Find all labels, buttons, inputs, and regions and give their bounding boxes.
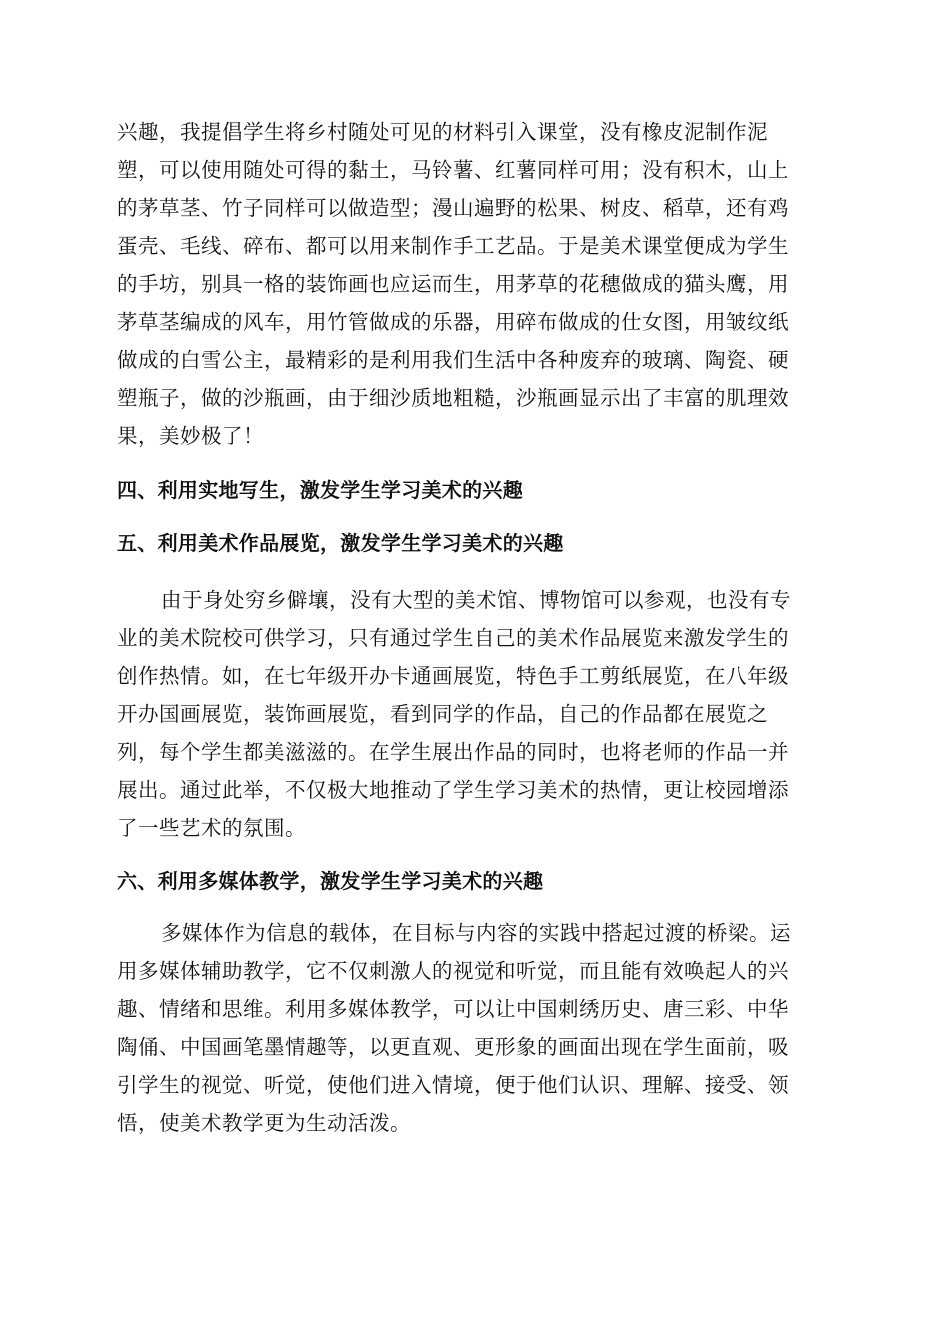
paragraph-line: 塑瓶子，做的沙瓶画，由于细沙质地粗糙，沙瓶画显示出了丰富的肌理效 xyxy=(117,386,789,410)
paragraph-line: 引学生的视觉、听觉，使他们进入情境，便于他们认识、理解、接受、领 xyxy=(117,1073,789,1097)
paragraph-line: 果，美妙极了！ xyxy=(117,424,264,448)
paragraph-line: 开办国画展览，装饰画展览，看到同学的作品，自己的作品都在展览之 xyxy=(117,702,768,726)
paragraph-line: 做成的白雪公主，最精彩的是利用我们生活中各种废弃的玻璃、陶瓷、硬 xyxy=(117,348,789,372)
paragraph-line: 了一些艺术的氛围。 xyxy=(117,816,306,840)
paragraph-line: 悟，使美术教学更为生动活泼。 xyxy=(117,1111,411,1135)
paragraph-line: 的手坊，别具一格的装饰画也应运而生，用茅草的花穗做成的猫头鹰，用 xyxy=(117,272,789,296)
paragraph-line: 业的美术院校可供学习，只有通过学生自己的美术作品展览来激发学生的 xyxy=(117,626,789,650)
paragraph-materials xyxy=(117,113,831,455)
paragraph-multimedia xyxy=(117,914,831,1142)
paragraph-exhibition xyxy=(117,581,831,847)
paragraph-line: 陶俑、中国画笔墨情趣等，以更直观、更形象的画面出现在学生面前，吸 xyxy=(117,1035,789,1059)
paragraph-line: 多媒体作为信息的载体，在目标与内容的实践中搭起过渡的桥梁。运 xyxy=(161,921,791,945)
paragraph-line: 的茅草茎、竹子同样可以做造型；漫山遍野的松果、树皮、稻草，还有鸡 xyxy=(117,196,789,220)
section-heading-5: 五、利用美术作品展览，激发学生学习美术的兴趣 xyxy=(117,531,564,555)
paragraph-line: 茅草茎编成的风车，用竹管做成的乐器，用碎布做成的仕女图，用皱纹纸 xyxy=(117,310,789,334)
paragraph-line: 蛋壳、毛线、碎布、都可以用来制作手工艺品。于是美术课堂便成为学生 xyxy=(117,234,789,258)
paragraph-line: 列，每个学生都美滋滋的。在学生展出作品的同时，也将老师的作品一并 xyxy=(117,740,789,764)
paragraph-line: 用多媒体辅助教学，它不仅刺激人的视觉和听觉，而且能有效唤起人的兴 xyxy=(117,959,789,983)
paragraph-line: 创作热情。如，在七年级开办卡通画展览，特色手工剪纸展览，在八年级 xyxy=(117,664,789,688)
paragraph-line: 兴趣，我提倡学生将乡村随处可见的材料引入课堂，没有橡皮泥制作泥 xyxy=(117,120,768,144)
section-heading-4: 四、利用实地写生，激发学生学习美术的兴趣 xyxy=(117,478,523,502)
paragraph-line: 塑，可以使用随处可得的黏土，马铃薯、红薯同样可用；没有积木，山上 xyxy=(117,158,789,182)
paragraph-line: 由于身处穷乡僻壤，没有大型的美术馆、博物馆可以参观，也没有专 xyxy=(161,588,791,612)
section-heading-6: 六、利用多媒体教学，激发学生学习美术的兴趣 xyxy=(117,869,544,893)
paragraph-line: 展出。通过此举，不仅极大地推动了学生学习美术的热情，更让校园增添 xyxy=(117,778,789,802)
paragraph-line: 趣、情绪和思维。利用多媒体教学，可以让中国刺绣历史、唐三彩、中华 xyxy=(117,997,789,1021)
